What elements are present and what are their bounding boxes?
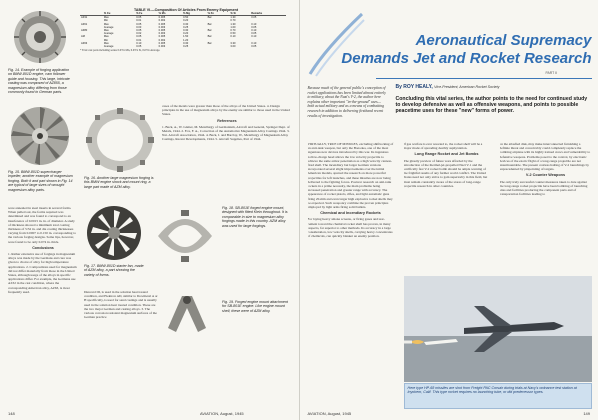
fig18-photo — [150, 206, 220, 266]
table-cell: 1.30 — [230, 16, 236, 20]
table-cell — [286, 45, 292, 48]
table-cell: 1.20 — [183, 38, 189, 42]
table-cell: 0.01 — [136, 19, 142, 23]
table-cell: 0.05 — [136, 22, 142, 26]
table-cell: 0.10 — [251, 22, 257, 26]
table-cell: 3.00 — [230, 45, 236, 49]
table-cell: 0.30 — [183, 29, 189, 33]
table-cell: 0.002 — [158, 19, 166, 23]
subhead-counter-weapons: V-2 Counter Weapons — [525, 173, 566, 178]
table-cell: Bal — [207, 35, 212, 39]
table-cell: Average — [103, 25, 114, 29]
table-cell: 0.003 — [158, 45, 166, 49]
table-cell: Max — [103, 22, 109, 26]
right-col3 — [500, 142, 592, 272]
right-page — [300, 0, 598, 420]
table-cell: 0.50 — [183, 16, 189, 20]
table-cell: 0.005 — [158, 41, 166, 45]
col2-paragraph-a: cases of the metals were greater than those of the alloys of the United States. 4. Design principles in the use of magnesium alloys by the enemy are similar to those used in the United States. — [162, 104, 290, 117]
table-cell: 0.005 — [158, 35, 166, 39]
table-cell: Max — [103, 41, 109, 45]
rocket-trail-icon — [306, 8, 366, 78]
table-cell: 0.01 — [136, 38, 142, 42]
author-role: Vice-President, American Rocket Society — [434, 85, 500, 89]
table-cell: 0.05 — [136, 16, 142, 20]
table-header-cell: % Cu — [103, 12, 135, 16]
fig18-caption: Fig. 18. SB-801E forged engine mount, designed with fitted Klein throughout. It is comparable in size to magnesium alloy forgings made in this country. AZM alloy was used for large forgings. — [222, 206, 288, 228]
right-footer: AVIATION, August, 1945 — [307, 411, 352, 416]
left-col2-text-b — [84, 290, 158, 408]
fig14-photo — [8, 8, 72, 66]
table-cell: Bal — [207, 29, 212, 33]
table-cell: 0.02 — [136, 32, 142, 36]
table-cell: AZ80 — [81, 29, 88, 33]
table-cell — [80, 45, 103, 48]
table-header-cell: % Mn — [158, 12, 182, 16]
right-col1-paragraph1: VIRTUALLY, TRUE OF MISSILES, excluding shiftlocking of an anti-tank weapon, but only the Bazooka, one of the most ingenious new devices introduced by this war. Its ingenious hollow-charge head allows the low velocity projectile to achieve the same armor penetration as a high velocity cannon-fired shell. The incendiary but larger German versions incorporated several slight improvements over the initial American models, spurred the research on more powerful projectiles for lefi launches, and these missiles are now being delivered to the fighting forces. Postwar research on anti-tank rockets in a prime necessity, the main problems being increased penetration and greater range with accuracy. The appearance of rocket pistols, rifles, and light automatic guns firing 20-mm and even larger high explosive rocket shells may be expected. Such weaponry combine the proven principles employed by light arms firing solid bullets. — [307, 142, 394, 210]
table-cell: 0.70 — [230, 29, 236, 33]
table-cell: AZ31 — [81, 16, 88, 20]
fig16-caption: Fig. 16. Another large magnesium forging is this BMW engine shock and mount ring, a large part made of AZM alloy. — [84, 176, 154, 189]
table-note: * Trial cast parts including series 0.03% Mn, 0.03% Si, 0.03% Average. — [80, 49, 161, 53]
table-cell: 0.05 — [136, 29, 142, 33]
table-header-cell: % Zn — [207, 12, 230, 16]
table-cell: 0.05 — [136, 45, 142, 49]
table-cell: 0.05 — [136, 35, 142, 39]
table-vi — [80, 8, 292, 100]
table-cell: Max — [103, 29, 109, 33]
table-row — [80, 45, 292, 48]
table-header-cell: % Mg — [182, 12, 206, 16]
table-cell: 1.00 — [230, 25, 236, 29]
table-cell: Bal — [207, 22, 212, 26]
table-cell: 0.003 — [158, 32, 166, 36]
engine-housing-illustration — [8, 8, 72, 66]
intro-blurb: Because much of the general public's conception of rocket applications has been limited almost entirely to military, about the Nazi's V-2, the author here explains other important "in-the-ground" uses—both actual military and as a means of combatting research in addition to delivering firsthand recent results of investigation. — [307, 86, 386, 118]
table-cell: 0.20 — [183, 32, 189, 36]
table-cell: Bal — [207, 16, 212, 20]
references-heading: References — [217, 118, 237, 123]
table-cell: 0.30 — [183, 22, 189, 26]
left-col1-text — [8, 206, 78, 406]
fig16-photo — [84, 106, 156, 174]
table-cell: Bal — [207, 41, 212, 45]
table-body — [80, 16, 292, 49]
table-cell: 0.70 — [230, 19, 236, 23]
table-cell: 0.002 — [158, 38, 166, 42]
table-cell — [207, 45, 230, 48]
right-col3-paragraph1: on the atlasfied disk, may make interconnected furnishing a definite threat and conceivably could completely replace the bombing airplane with its highly trained crews and vulnerability to defensive weapons. Problems posed to the control, by electronic devices of the exotic flight of a long-range projectile are not insurmountable. The present costless halting of V-2 launchings by unprecedented by pinpointing of targets. — [499, 142, 591, 172]
right-col2 — [404, 142, 490, 272]
table-cell: 0.25 — [183, 45, 189, 49]
part-label: PART II — [545, 71, 557, 75]
fig14-caption: Fig. 14. Example of forging application on BMW-801D engine, cam follower guide and housing. This large, intricate casting was composed of AZ855, a magnesium alloy differing from those commonly found in German parts. — [8, 68, 70, 95]
conclusions-heading: Conclusions — [32, 245, 54, 250]
table-cell: Min — [103, 19, 109, 23]
title-rule — [376, 78, 592, 79]
right-col1 — [308, 142, 394, 408]
fig17-caption: Fig. 17. BMW-801D starter fan, made of AZM alloy, a part showing the variety of forms. — [84, 264, 144, 277]
table-header-cell: % Fe — [135, 12, 157, 16]
table-cell: 0.25 — [183, 25, 189, 29]
right-col2-paragraph2: The ghastly preview of future wars afforded by the introduction of the thermal-jet-propelled Nazi V-1 and the terrifically fast V-2 rocket bomb should be ample warning of the frightful results of any further world conflict. The United States need not only strive to gain superiority in this field, but must remain constantly aware of the stores of long-range projectile research in other countries. — [403, 158, 488, 188]
subhead-chemical: Chemical and Incendiary Rockets — [320, 211, 381, 216]
table-cell: 1.30 — [230, 22, 236, 26]
table-cell: AZ61 — [81, 22, 88, 26]
right-col3-paragraph2: The only truly successful counter measures taken to date against the long-range rocket projectile have been bombing of launching sites and facilities producing the component parts and of transportation facilities leading to — [499, 179, 588, 197]
col1-conclusions: 1. Rather extensive use of forgings in magnesium alloys was made by the Germans and care was given to choice of alloy for high temperature applications. 2. Compositions used for magnesium did not differ materially from those in the United States, although usage of the alloys in specific applications differ. For example, the Germans use AZ32 in the cast condition, where the corresponding American alloy, AZ63, is most frequently used. — [8, 252, 77, 294]
table-cell: AM — [81, 35, 85, 39]
references-list: 1. Beck, A., W. Gleiter, M. Metallurgy of Germanium, Aircraft and General, Springer Dept. of Metals, 1944. 2. Fox, F. A., Correction of the Automotive Magnesium Alloy Castings 1944. 3. Nat. Aircraft Association, 1944. 4. Beck, J. and Barclay, W., Metallurgy of Magnesium Alloy Castings, Recent Developments, 1944. 5. Aircraft Supplies, Part of 1944. — [162, 124, 290, 142]
table-cell: 0.005 — [158, 16, 166, 20]
engine-mount-illustration — [150, 206, 220, 266]
col1-paragraph: were annealed in steel inserts in several forms. When pulled out, the forms required was determined and was found to correspond to an interference of 0.0015 in. in. of diameter. A study of thickness showed a minimum total coating thickness of 5/32 in. and die coating thicknesses varying from 0.0007 to 0.150 in. corresponding to the various forging designs. Some lips, however, were found to be only 0.074 in. thick. — [8, 206, 76, 244]
table-cell: 0.005 — [158, 29, 166, 33]
table-cell: 3.30 — [230, 41, 236, 45]
fig15-caption: Fig. 15. BMW-801D supercharger impeller, another example of magnesium forging. Both it and part shown in Fig. 14 are typical of large sizes of wrought magnesium alloy parts. — [8, 170, 73, 192]
table-cell: 0.10 — [251, 35, 257, 39]
table-cell: 0.05 — [251, 45, 257, 49]
table-cell: 1.50 — [183, 35, 189, 39]
article-title-line1: Aeronautical Supremacy — [415, 32, 592, 49]
table-cell: Average — [103, 32, 114, 36]
fig15-photo — [8, 104, 72, 168]
starter-fan-illustration — [84, 204, 144, 262]
composition-table — [80, 12, 292, 48]
table-cell: Max — [103, 35, 109, 39]
table-cell: 0.20 — [183, 19, 189, 23]
author-byline — [396, 84, 592, 90]
table-header-cell: % Si — [229, 12, 250, 16]
table-cell: 0.05 — [251, 16, 257, 20]
table-title: TABLE VI.—Composition Of Articles From Enemy Equipment — [133, 8, 239, 12]
col2-paragraph-b: Duncard III, is used in the solution heat treated condition, and Elektron AD, similar to Dowmetal A or H specifically, is used for sand castings and is usually used in the solution heat treated condition. These are the two major German and casting alloys. 3. The various corrosion resistant magnesium surfaces of the German practice — [84, 290, 158, 320]
article-deck: Concluding this vital series, the author points to the need for continued study to develop defensive as well as offensive weapons, and points to possible peacetime uses for these "new" forms of power. — [395, 96, 588, 115]
table-cell: Max — [103, 16, 109, 20]
subhead-long-range: Long Range Rocket and Jet Bombs — [414, 152, 479, 157]
article-title-line2: Demands Jet and Rocket Research — [341, 50, 592, 67]
left-folio: 148 — [8, 411, 15, 416]
fig17-photo — [84, 204, 144, 262]
mount-attachment-illustration — [162, 288, 212, 338]
table-cell: 0.30 — [183, 41, 189, 45]
table-cell: 0.05 — [251, 32, 257, 36]
fig19-caption: Fig. 19. Forged engine mount attachment for SB-801E engine. Like engine mount shell, these were of AZM alloy. — [222, 300, 288, 313]
table-header-cell: Remarks — [250, 12, 286, 16]
table-cell: 0.10 — [251, 41, 257, 45]
table-cell: 0.05 — [251, 25, 257, 29]
fig19-photo — [162, 288, 212, 338]
aircraft-photo — [404, 276, 592, 382]
title-artwork — [306, 8, 366, 78]
right-col2-paragraph1: If gas warfare is ever resorted to, the rocket shell will be a major mode of spreading deathly asphyxiation. — [403, 142, 483, 151]
table-cell: 0.50 — [230, 32, 236, 36]
table-cell: 0.10 — [136, 41, 142, 45]
right-folio: 149 — [583, 411, 590, 416]
table-cell: 0.10 — [251, 29, 257, 33]
aircraft-photo-caption: Here type HP-68 missiles are shot from Freight PAC Corsair during trials at Navy's ordnance test station at Inyokern, Calif. This type rocket requires no launching tube, or did predecessor types. — [404, 383, 592, 409]
table-cell: 0.005 — [158, 22, 166, 26]
right-col1-paragraph2: For laying heavy smoke screens, or firing gases and tear-cement toward the chemical rocket shell has proven, in many respects, far superior to other methods. Its accuracy in a large consideration, low velocity shells, carrying heavy concentrates of chemicals, can quickly blanket an enemy position. — [307, 217, 393, 239]
table-cell: Average — [103, 45, 114, 49]
left-footer: AVIATION, August, 1945 — [200, 411, 244, 416]
corsair-rocket-illustration — [404, 276, 592, 382]
table-cell: 0.03 — [136, 25, 142, 29]
table-cell: 0.10 — [230, 35, 236, 39]
left-col2-text-a — [162, 104, 292, 200]
table-cell: Min — [103, 38, 109, 42]
table-cell: AZ63 — [81, 41, 88, 45]
mount-ring-illustration — [84, 106, 156, 174]
impeller-illustration — [8, 104, 72, 168]
table-cell: 0.003 — [158, 25, 166, 29]
author-name: By ROY HEALY, — [395, 84, 433, 90]
